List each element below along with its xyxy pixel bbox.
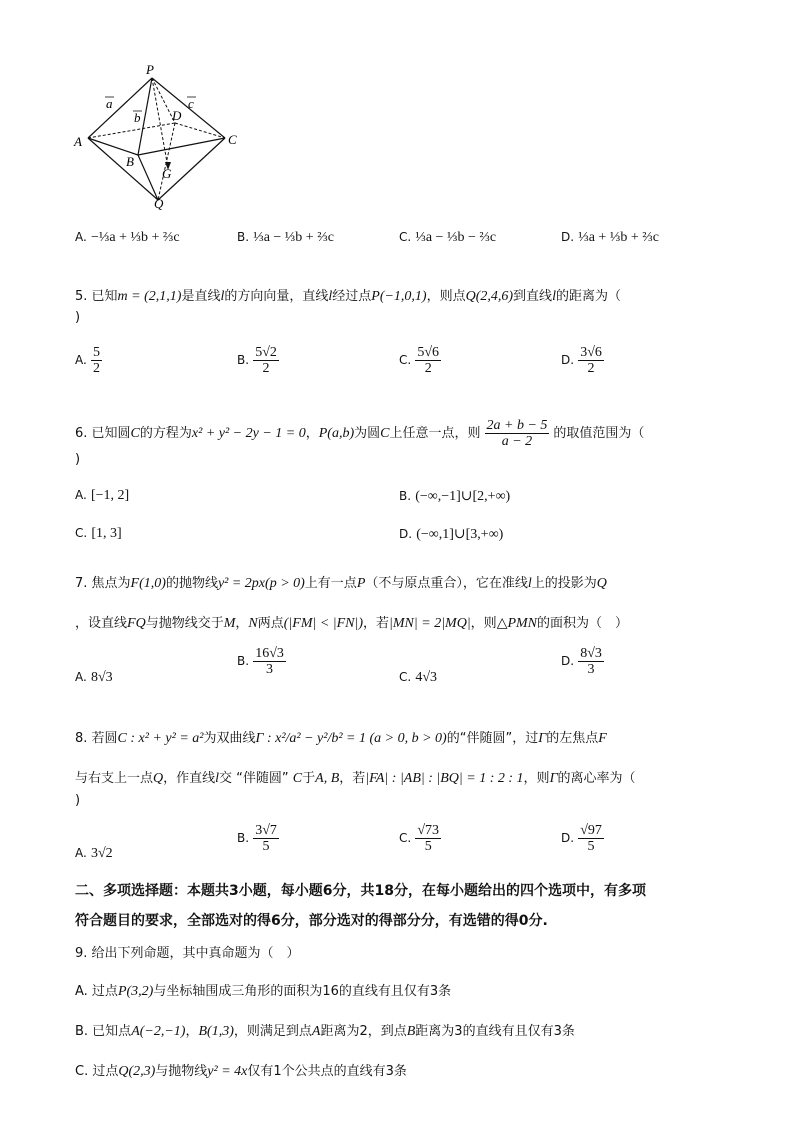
q4-option-c: C. ⅓a − ⅓b − ⅔c <box>399 230 497 245</box>
q8-option-c: C. $\frac{√73}{5}$ <box>399 823 440 854</box>
label-D: D <box>172 108 182 123</box>
label-P: P <box>146 62 154 77</box>
q6-option-a: A. [−1, 2] <box>75 488 130 503</box>
label-A: A <box>74 134 82 149</box>
q5-stem-line2: ) <box>75 310 81 325</box>
q9-option-c: C. 过点Q(2,3)与抛物线y² = 4x仅有1个公共点的直线有3条 <box>75 1064 407 1079</box>
q8-option-a: A. 3√2 <box>75 846 113 861</box>
section2-heading-line1: 二、多项选择题：本题共3小题，每小题6分，共18分，在每小题给出的四个选项中，有多项 <box>75 883 646 899</box>
q9-option-b: B. 已知点A(−2,−1)，B(1,3)，则满足到点A距离为2，到点B距离为3的直线有且仅有3条 <box>75 1024 575 1039</box>
label-G: G <box>162 166 172 181</box>
q8-stem-line1: 8. 若圆C : x² + y² = a²为双曲线Γ : x²/a² − y²/b² = 1 (a > 0, b > 0)的“伴随圆”，过Γ的左焦点F <box>75 731 607 746</box>
geometry-figure <box>70 60 250 210</box>
q4-option-a: A. −⅓a + ⅓b + ⅔c <box>75 230 180 245</box>
q6-stem-line2: ) <box>75 452 81 467</box>
q8-option-b: B. $\frac{3√7}{5}$ <box>237 823 277 854</box>
q8-stem-line3: ) <box>75 793 81 808</box>
q8-option-d: D. $\frac{√97}{5}$ <box>561 823 602 854</box>
q5-option-c: C. $\frac{5√6}{2}$ <box>399 345 440 376</box>
label-Q: Q <box>154 196 164 210</box>
label-vec-c: c <box>188 96 194 111</box>
q5-option-d: D. $\frac{3√6}{2}$ <box>561 345 602 376</box>
q9-option-a: A. 过点P(3,2)与坐标轴围成三角形的面积为16的直线有且仅有3条 <box>75 984 452 999</box>
q7-option-c: C. 4√3 <box>399 670 438 685</box>
q5-option-a: A. $\frac{5}{2}$ <box>75 345 100 376</box>
label-vec-b: b <box>134 110 141 125</box>
q5-stem-line1: 5. 已知m = (2,1,1)是直线l的方向向量，直线l经过点P(−1,0,1)，则点Q(2,4,6)到直线l的距离为（ <box>75 289 621 304</box>
q6-option-c: C. [1, 3] <box>75 526 122 541</box>
q5-option-b: B. $\frac{5√2}{2}$ <box>237 345 277 376</box>
q4-option-b: B. ⅓a − ⅓b + ⅔c <box>237 230 334 245</box>
q6-option-b: B. (−∞,−1]∪[2,+∞) <box>399 489 511 504</box>
q7-option-d: D. $\frac{8√3}{3}$ <box>561 646 602 677</box>
q6-stem-line1: 6. 已知圆C的方程为x² + y² − 2y − 1 = 0，P(a,b)为圆C上任意一点，则 $\frac{2a + b - 5}{a - 2}$ 的取值范围为（ <box>75 418 645 449</box>
q7-option-a: A. 8√3 <box>75 670 113 685</box>
label-B: B <box>126 154 134 169</box>
q7-option-b: B. $\frac{16√3}{3}$ <box>237 646 284 677</box>
q9-stem: 9. 给出下列命题，其中真命题为（ ） <box>75 946 300 961</box>
q4-option-d: D. ⅓a + ⅓b + ⅔c <box>561 230 659 245</box>
q6-option-d: D. (−∞,1]∪[3,+∞) <box>399 527 504 542</box>
section2-heading-line2: 符合题目的要求，全部选对的得6分，部分选对的得部分分，有选错的得0分. <box>75 913 548 929</box>
q8-stem-line2: 与右支上一点Q，作直线l交 “伴随圆” C于A, B，若|FA| : |AB| : |BQ| = 1 : 2 : 1，则Γ的离心率为（ <box>75 771 636 786</box>
q7-stem-line1: 7. 焦点为F(1,0)的抛物线y² = 2px(p > 0)上有一点P（不与原点重合），它在准线l上的投影为Q <box>75 576 607 591</box>
label-C: C <box>228 132 237 147</box>
q7-stem-line2: ，设直线FQ与抛物线交于M，N两点(|FM| < |FN|)，若|MN| = 2|MQ|，则△PMN的面积为（ ） <box>75 616 629 631</box>
label-vec-a: a <box>106 96 113 111</box>
